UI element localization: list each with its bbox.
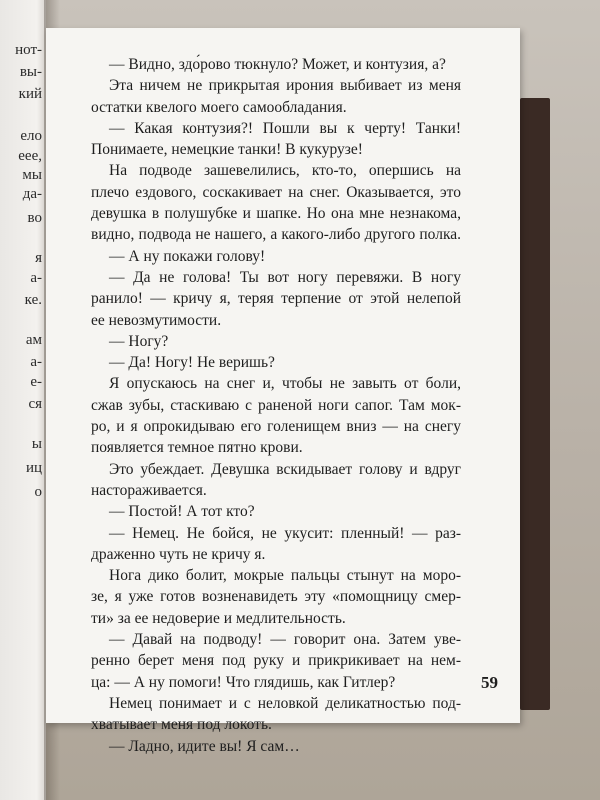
left-page-fragment: е- (30, 374, 42, 390)
text-line: ренно берет меня под руку и прикрикивает на нем- (91, 652, 461, 670)
text-line: — Немец. Не бойся, не укусит: пленный! — раз- (109, 524, 461, 542)
text-line: — Давай на подводу! — говорит она. Затем уве- (109, 631, 461, 649)
text-line: настораживается. (91, 481, 207, 499)
left-page-fragment: вы- (19, 64, 42, 80)
left-page-fragment: да- (22, 186, 42, 202)
left-page-fragment: ся (28, 396, 42, 412)
text-line: — Ладно, идите вы! Я сам… (109, 737, 300, 755)
page-body-text (91, 54, 461, 757)
left-page-fragment: о (34, 484, 42, 500)
text-line: появляется темное пятно крови. (91, 439, 303, 457)
text-line: Я опускаюсь на снег и, чтобы не завыть от боли, (109, 375, 461, 393)
text-line: драженно чуть не кричу я. (91, 545, 266, 563)
text-line: ее невозмутимости. (91, 311, 222, 329)
text-line: — А ну покажи голову! (109, 247, 266, 265)
left-page-fragment: иц (25, 460, 42, 476)
text-line: Немец понимает и с неловкой деликатностью под- (109, 694, 461, 712)
text-line: ца: — А ну помоги! Что глядишь, как Гитлер? (91, 673, 396, 691)
left-page-fragment: нот- (15, 42, 42, 58)
text-line: — Видно, здо́рово тюкнуло? Может, и контузия, а? (109, 56, 446, 73)
left-page-fragment: мы (22, 167, 42, 183)
text-line: — Постой! А тот кто? (109, 503, 255, 521)
text-line: ранило! — кричу я, теряя терпение от этой нелепой (91, 290, 461, 308)
text-line: Нога дико болит, мокрые пальцы стынут на моро- (109, 567, 461, 585)
left-page-fragment: ке. (24, 292, 42, 308)
text-line: видно, подвода не нашего, а какого-либо другого полка. (91, 226, 461, 244)
book-cover (520, 98, 550, 710)
page-number: 59 (481, 673, 498, 692)
text-line: Понимаете, немецкие танки! В кукурузе! (91, 141, 363, 159)
text-line: остатки квелого моего самообладания. (91, 98, 347, 116)
text-line: девушка в полушубке и шапке. Но она мне незнакома, (91, 205, 461, 223)
left-page-fragment: еее, (18, 148, 42, 164)
left-page-fragment: кий (18, 86, 42, 102)
left-page-fragment: ело (20, 128, 42, 144)
book-page (46, 28, 520, 755)
left-page-fragment: а- (30, 354, 42, 370)
left-page (0, 0, 46, 800)
left-page-fragment: во (27, 210, 42, 226)
text-line: ти» за ее недоверие и медлительность. (91, 609, 346, 627)
left-page-fragment: ам (25, 332, 42, 348)
text-line: На подводе зашевелились, кто-то, опершись на (109, 162, 461, 180)
left-page-fragment: а- (30, 270, 42, 286)
left-page-fragment: ы (31, 436, 42, 452)
text-line: плечо ездового, соскакивает на снег. Оказывается, это (91, 183, 461, 201)
text-line: зе, я уже готов возненавидеть эту «помощницу смер- (91, 588, 461, 606)
text-line: хватывает меня под локоть. (91, 716, 272, 734)
text-line: — Да не голова! Ты вот ногу перевяжи. В ногу (109, 268, 461, 286)
text-line: — Какая контузия?! Пошли вы к черту! Танки! (109, 119, 461, 137)
text-line: ро, и я опрокидываю его голенищем вниз — на снегу (91, 418, 461, 436)
text-line: сжав зубы, стаскиваю с раненой ноги сапог. Там мок- (91, 396, 461, 414)
left-page-fragment: я (35, 250, 42, 266)
text-line: Это убеждает. Девушка вскидывает голову и вдруг (109, 460, 461, 478)
text-line: — Ногу? (109, 332, 169, 350)
text-line: — Да! Ногу! Не веришь? (109, 354, 275, 372)
text-line: Эта ничем не прикрытая ирония выбивает из меня (109, 77, 461, 95)
